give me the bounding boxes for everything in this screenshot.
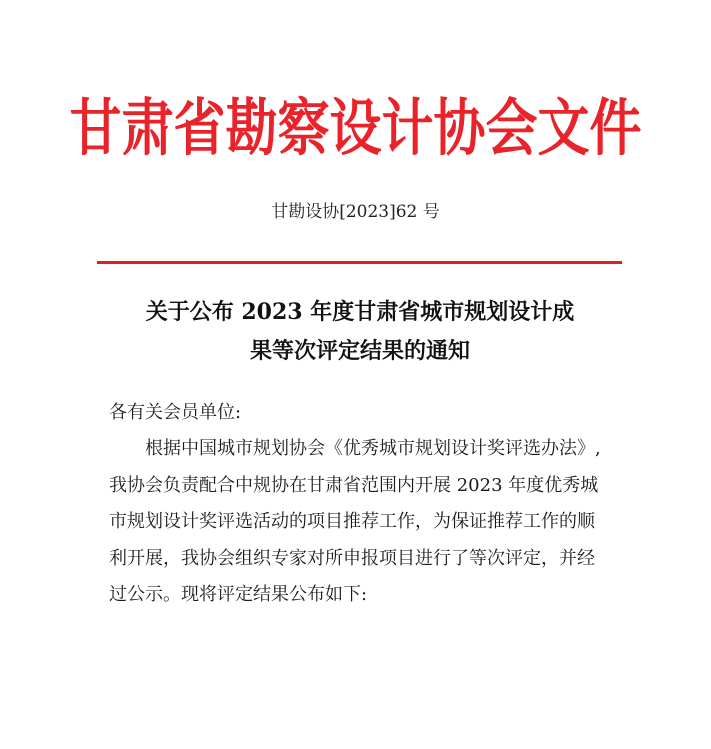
- document-number: 甘勘设协[2023]62 号: [271, 202, 440, 222]
- body-paragraph: [109, 431, 621, 614]
- body-line: 根据中国城市规划协会《优秀城市规划设计奖评选办法》,: [145, 438, 601, 459]
- notice-title-line-1: 关于公布 2023 年度甘肃省城市规划设计成: [145, 299, 575, 325]
- header-divider-line: [97, 261, 622, 264]
- document-header-title: 甘肃省勘察设计协会文件: [69, 93, 642, 165]
- notice-title-line-2: 果等次评定结果的通知: [249, 338, 470, 364]
- body-line: 我协会负责配合中规协在甘肃省范围内开展 2023 年度优秀城: [109, 474, 599, 496]
- body-line: 过公示。现将评定结果公布如下:: [109, 584, 368, 605]
- notice-title: [90, 293, 630, 371]
- body-line: 市规划设计奖评选活动的项目推荐工作，为保证推荐工作的顺: [109, 511, 595, 532]
- body-line: 利开展，我协会组织专家对所申报项目进行了等次评定，并经: [109, 547, 595, 569]
- salutation: 各有关会员单位:: [109, 402, 242, 423]
